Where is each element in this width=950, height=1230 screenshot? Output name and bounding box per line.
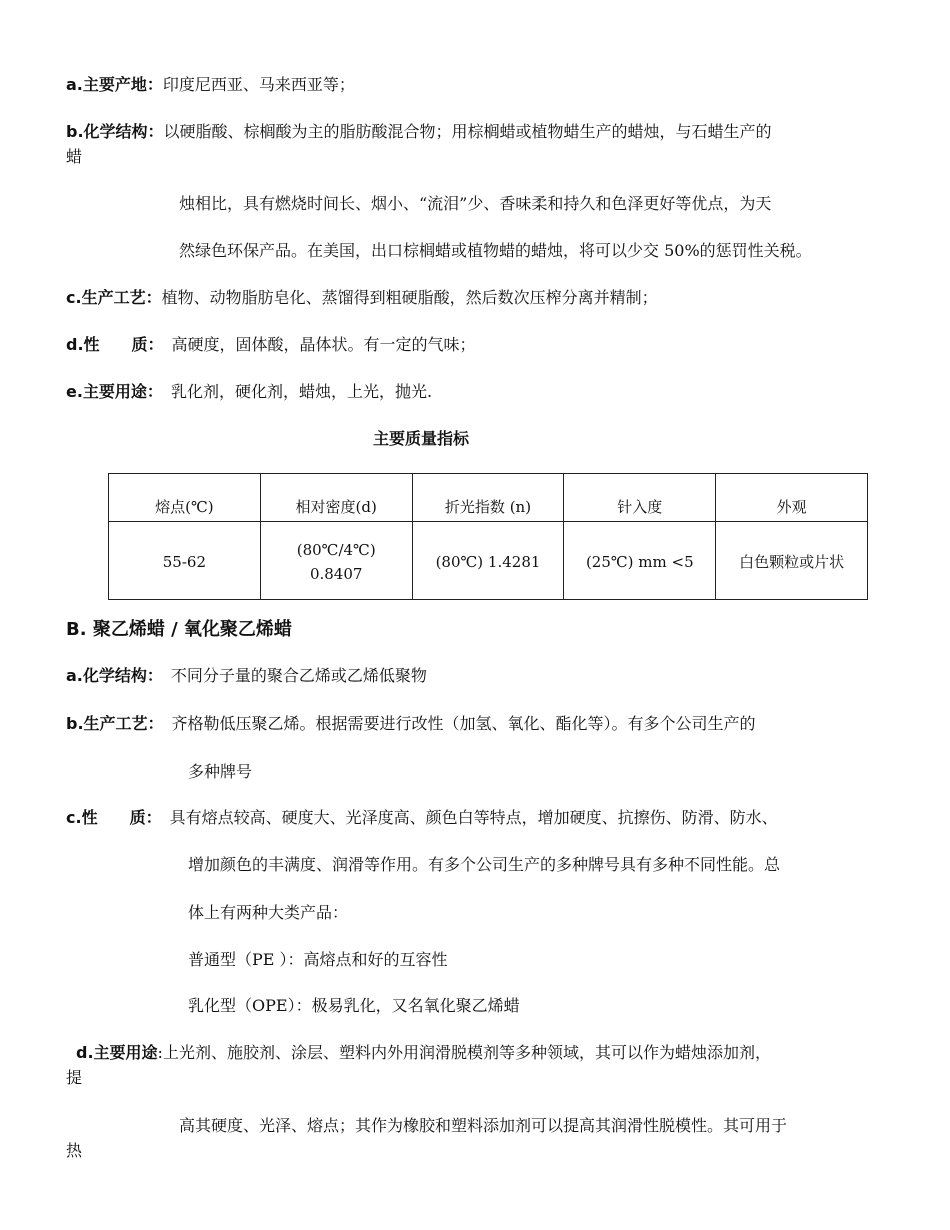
b-use-wrap-1: 提 <box>66 1068 83 1087</box>
section-b-heading: B. 聚乙烯蜡 / 氧化聚乙烯蜡 <box>66 619 292 640</box>
b-use-label: d.主要用途 <box>76 1043 158 1062</box>
structure-text-2: 烛相比，具有燃烧时间长、烟小、“流泪”少、香味柔和持久和色泽更好等优点，为天 <box>179 194 772 213</box>
header-appearance: 外观 <box>716 474 868 522</box>
structure-line <box>66 122 772 142</box>
header-penetration: 针入度 <box>564 474 716 522</box>
property-line <box>66 335 476 355</box>
cell-melting-point: 55-62 <box>109 522 261 600</box>
b-property-text-2: 增加颜色的丰满度、润滑等作用。有多个公司生产的多种牌号具有多种不同性能。总 <box>188 855 781 874</box>
b-structure-text: 不同分子量的聚合乙烯或乙烯低聚物 <box>170 666 427 685</box>
b-property-text-3: 体上有两种大类产品： <box>188 903 349 922</box>
b-process-label: b.生产工艺： <box>66 714 164 733</box>
cell-density-condition: (80℃/4℃) <box>296 540 376 559</box>
structure-wrap: 蜡 <box>66 147 83 166</box>
cell-refractive-index: (80℃) 1.4281 <box>412 522 564 600</box>
b-property-text-1: 具有熔点较高、硬度大、光泽度高、颜色白等特点，增加硬度、抗擦伤、防滑、防水、 <box>169 808 778 827</box>
b-use-wrap-2: 热 <box>66 1141 83 1160</box>
header-melting-point: 熔点(℃) <box>109 474 261 522</box>
b-property-line <box>66 808 778 828</box>
header-density: 相对密度(d) <box>260 474 412 522</box>
process-text: 植物、动物脂肪皂化、蒸馏得到粗硬脂酸，然后数次压榨分离并精制； <box>161 288 658 307</box>
type-pe: 普通型（PE ）：高熔点和好的互容性 <box>188 950 448 969</box>
b-process-text-1: 齐格勒低压聚乙烯。根据需要进行改性（加氢、氧化、酯化等）。有多个公司生产的 <box>171 714 756 733</box>
b-process-line <box>66 714 756 734</box>
process-line <box>66 288 658 308</box>
b-use-text-2: 高其硬度、光泽、熔点；其作为橡胶和塑料添加剂可以提高其润滑性脱模性。其可用于 <box>179 1116 788 1135</box>
b-process-text-2: 多种牌号 <box>188 762 253 781</box>
table-row <box>109 522 868 600</box>
table-header-row <box>109 474 868 522</box>
cell-penetration: (25℃) mm <5 <box>564 522 716 600</box>
structure-label: b.化学结构： <box>66 122 164 141</box>
b-use-text-1: :上光剂、施胶剂、涂层、塑料内外用润滑脱模剂等多种领域，其可以作为蜡烛添加剂， <box>157 1043 771 1062</box>
use-line <box>66 382 432 402</box>
cell-density <box>260 522 412 600</box>
b-use-line <box>76 1043 771 1063</box>
b-structure-line <box>66 666 427 686</box>
b-structure-label: a.化学结构： <box>66 666 163 685</box>
use-text: 乳化剂，硬化剂，蜡烛，上光，抛光. <box>170 382 433 401</box>
origin-text: 印度尼西亚、马来西亚等； <box>162 75 355 94</box>
origin-line <box>66 75 355 95</box>
header-refractive-index: 折光指数 (n) <box>412 474 564 522</box>
table-title: 主要质量指标 <box>372 429 469 448</box>
property-text: 高硬度，固体酸，晶体状。有一定的气味； <box>171 335 476 354</box>
structure-text-3: 然绿色环保产品。在美国，出口棕榈蜡或植物蜡的蜡烛，将可以少交 50%的惩罚性关税。 <box>179 241 812 260</box>
process-label: c.生产工艺： <box>66 288 162 307</box>
property-label: d.性 质： <box>66 335 164 354</box>
b-property-label: c.性 质： <box>66 808 162 827</box>
type-ope: 乳化型（OPE）：极易乳化，又名氧化聚乙烯蜡 <box>188 996 520 1015</box>
origin-label: a.主要产地： <box>66 75 163 94</box>
use-label: e.主要用途： <box>66 382 163 401</box>
cell-appearance: 白色颗粒或片状 <box>716 522 868 600</box>
quality-table <box>108 473 868 600</box>
cell-density-value: 0.8407 <box>309 564 363 583</box>
structure-text-1: 以硬脂酸、棕榈酸为主的脂肪酸混合物；用棕榈蜡或植物蜡生产的蜡烛，与石蜡生产的 <box>163 122 772 141</box>
